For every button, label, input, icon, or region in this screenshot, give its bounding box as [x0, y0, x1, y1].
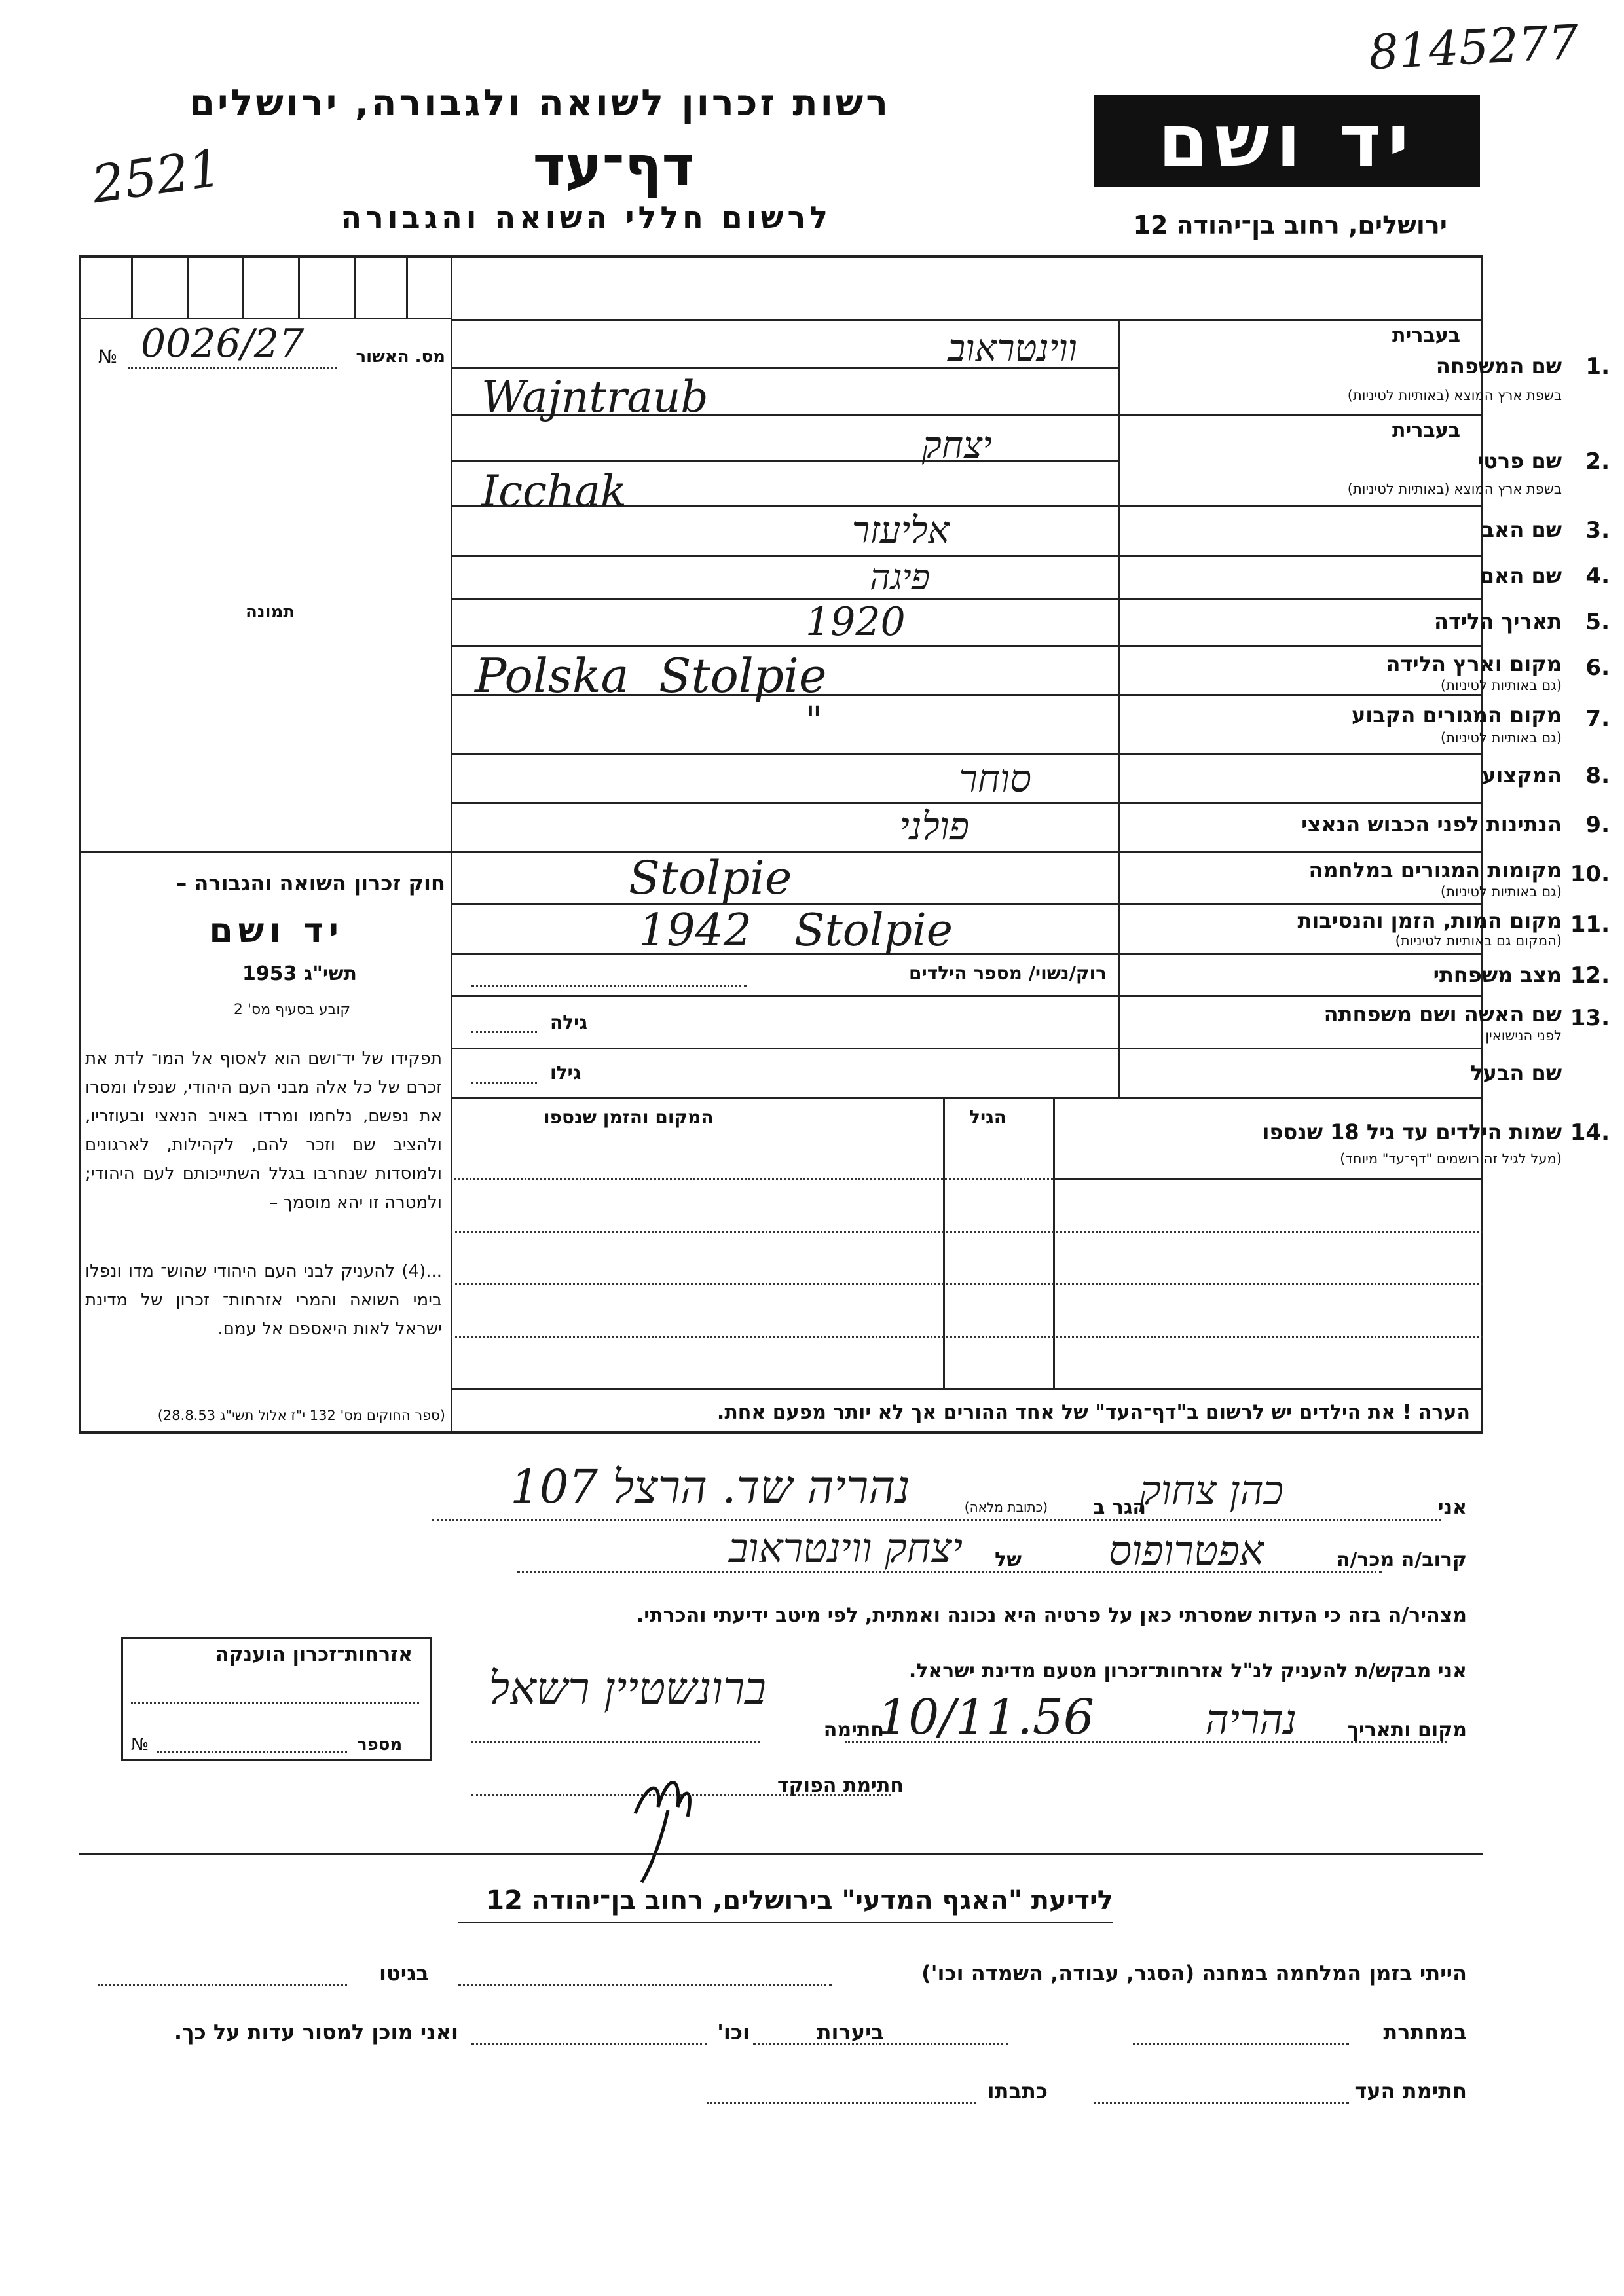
- field-6-sub: (גם באותיות לטיניות): [1440, 678, 1562, 693]
- field-2-label: שם פרטי: [1477, 448, 1562, 473]
- field-7-label: מקום המגורים הקבוע: [1351, 702, 1562, 727]
- footer-heading-underline: [458, 1922, 1113, 1923]
- field-1-value-hebrew: ווינטראוב: [948, 327, 1077, 370]
- officer-signature-mark: [622, 1755, 720, 1886]
- footer-heading: לידיעת "האגף המדעי" בירושלים, רחוב בן־יהודה 12: [486, 1886, 1113, 1916]
- row-line: [451, 645, 1483, 647]
- field-12-line: [471, 985, 747, 987]
- field-1-label: שם המשפחה: [1435, 354, 1562, 378]
- children-row: [451, 1336, 1483, 1338]
- field-8-num: 8.: [1585, 763, 1610, 789]
- strip-cell: [406, 255, 408, 318]
- date-value: 10/11.56: [877, 1689, 1094, 1745]
- children-col-age: הגיל: [969, 1106, 1006, 1128]
- declaration-1: מצהיר/ה בזה כי העדות שמסרתי כאן על פרטיה היא נכונה ואמתית, לפי מיטב ידיעתי והכרתי.: [636, 1604, 1467, 1627]
- law-year: תשי"ג 1953: [242, 962, 357, 985]
- field-9-value: פולני: [899, 804, 969, 848]
- declarant-address-hint: (כתובת מלאה): [964, 1499, 1048, 1515]
- place-value: נהריה: [1205, 1696, 1297, 1743]
- husband-label: שם הבעל: [1470, 1061, 1562, 1085]
- husband-value: גילו: [550, 1062, 581, 1084]
- field-10-num: 10.: [1570, 861, 1610, 887]
- field-14-num: 14.: [1570, 1120, 1610, 1146]
- field-4-num: 4.: [1585, 563, 1610, 589]
- field-8-label: המקצוע: [1482, 763, 1562, 788]
- law-clause: קובע בסעיף מס' 2: [233, 1002, 350, 1018]
- citizenship-no-label: מספר: [357, 1735, 403, 1755]
- field-11-label: מקום המות, הזמן והנסיבות: [1297, 908, 1562, 933]
- field-2-value-latin: Icchak: [481, 466, 627, 517]
- row-line: [451, 995, 1483, 997]
- relative-line: [517, 1571, 1382, 1573]
- row-line: [451, 953, 1483, 955]
- footer-forests-line: [753, 2043, 1008, 2045]
- footer-etc-label: וכו': [717, 2020, 750, 2045]
- law-title: חוק זכרון השואה והגבורה –: [176, 871, 445, 896]
- law-name: יד ושם: [209, 911, 344, 951]
- footer-top: [79, 1853, 1483, 1855]
- field-3-label: שם האב: [1481, 517, 1562, 542]
- declarant-address: נהריה שד. הרצל 107: [510, 1460, 910, 1514]
- children-row: [451, 1178, 1053, 1180]
- field-1-value-latin: Wajntraub: [481, 372, 709, 422]
- row-line: [451, 753, 1483, 755]
- declaration-2: אני מבקש/ת להעניק לנ"ל אזרחות־זכרון מטעם מדינת ישראל.: [908, 1660, 1467, 1683]
- institution-address: ירושלים, רחוב בן־יהודה 12: [1133, 211, 1447, 240]
- field-8-value: סוחר: [959, 756, 1031, 801]
- strip-cell: [298, 255, 300, 318]
- signature-line: [471, 1741, 760, 1743]
- footer-ready-label: ואני מוכן למסור עדות על כך.: [174, 2020, 458, 2045]
- field-5-label: תאריך הלידה: [1433, 609, 1562, 634]
- form-subtitle: לרשום חללי השואה והגבורה: [341, 200, 832, 235]
- field-9-num: 9.: [1585, 812, 1610, 838]
- labels-column-divider: [1118, 319, 1120, 1097]
- relative-relation: אפטרופוס: [1108, 1527, 1264, 1575]
- law-paragraph-2: ...(4) להעניק לבני העם היהודי שהוש־ מדו ונפלו בימי השואה והמרי אזרחות־ זכרון של מדינת ישראל לאות היאספם אל עמם.: [85, 1262, 442, 1339]
- row-line: [451, 851, 1483, 853]
- field-14-label: שמות הילדים עד גיל 18 שנספו: [1262, 1120, 1562, 1144]
- strip-cell: [187, 255, 189, 318]
- photo-column-divider: [451, 255, 452, 1434]
- declarant-ani: אני: [1437, 1496, 1467, 1519]
- field-12-value: רוק/נשוי/ מספר הילדים: [909, 962, 1107, 984]
- footer-underground-line: [1133, 2043, 1349, 2045]
- field-13-sub: לפני הנישואין: [1485, 1028, 1562, 1044]
- footer-etc-line: [471, 2043, 707, 2045]
- footer-address-label: כתבתו: [987, 2079, 1048, 2104]
- field-5-num: 5.: [1585, 609, 1610, 635]
- yad-vashem-logo: יד ושם: [1094, 95, 1480, 187]
- field-2-sub: בשפת ארץ המוצא (באותיות לטיניות): [1347, 481, 1562, 497]
- row-line: [451, 1388, 1483, 1390]
- place-date-line: [845, 1741, 1447, 1743]
- institution-name: רשות זכרון לשואה ולגבורה, ירושלים: [189, 82, 891, 124]
- field-11-sub: (המקום גם באותיות לטיניות): [1395, 933, 1562, 949]
- form-title: דף־עד: [532, 134, 694, 198]
- declarant-name: כהן צחוק: [1139, 1467, 1283, 1514]
- field-1-hebrew-tag: בעברית: [1392, 324, 1460, 347]
- citizenship-no-line: [157, 1751, 347, 1753]
- officer-label: חתימת הפוקד: [777, 1774, 904, 1797]
- footer-forests-label: ביערות: [817, 2020, 884, 2045]
- field-11-value: 1942 Stolpie: [638, 905, 953, 957]
- citizenship-title: אזרחות־זכרון הוענקה: [215, 1643, 413, 1666]
- relative-label: קרוב/ה מכר/ה: [1336, 1548, 1467, 1571]
- field-6-num: 6.: [1585, 655, 1610, 681]
- approval-line: [128, 367, 337, 369]
- children-row: [451, 1283, 1483, 1285]
- archive-number: 8145277: [1367, 14, 1580, 81]
- citizenship-line: [131, 1702, 419, 1704]
- field-10-value: Stolpie: [629, 851, 792, 905]
- top-strip-line: [451, 319, 1483, 321]
- footer-camp-label: הייתי בזמן המלחמה במחנה (הסגר, עבודה, השמדה וכו'): [921, 1961, 1467, 1986]
- officer-signature: [622, 1755, 720, 1886]
- relative-of: של: [995, 1548, 1022, 1571]
- field-2-value-hebrew: יצחק: [921, 424, 992, 467]
- address-line: [432, 1519, 1441, 1521]
- footer-ghetto-label: בגיטו: [379, 1961, 429, 1986]
- children-divider: [1053, 1097, 1055, 1388]
- citizenship-no-sign: №: [131, 1735, 149, 1755]
- strip-cell: [242, 255, 244, 318]
- field-14-sub: (מעל לגיל זה רושמים "דף־עד" מיוחד): [1340, 1151, 1562, 1167]
- approval-number: 0026/27: [141, 321, 304, 367]
- photo-label: תמונה: [246, 602, 295, 622]
- field-7-sub: (גם באותיות לטיניות): [1440, 730, 1562, 746]
- field-13-line: [471, 1031, 537, 1033]
- law-box-top: [79, 851, 451, 853]
- row-line: [451, 598, 1483, 600]
- field-1-num: 1.: [1585, 354, 1610, 380]
- note: הערה ! את הילדים יש לרשום ב"דף־העד" של אחד ההורים אך לא יותר מפעם אחת.: [716, 1401, 1470, 1424]
- field-1-sub: בשפת ארץ המוצא (באותיות לטיניות): [1347, 388, 1562, 403]
- row-line: [451, 1048, 1483, 1049]
- field-9-label: הנתינות לפני הכבוש הנאצי: [1301, 812, 1562, 837]
- field-10-sub: (גם באותיות לטיניות): [1440, 884, 1562, 900]
- relative-name: יצחק ווינטראוב: [728, 1524, 963, 1572]
- children-row: [451, 1231, 1483, 1233]
- field-13-value: גילה: [550, 1011, 587, 1033]
- strip-line: [79, 318, 451, 319]
- row-subline: [451, 460, 1118, 462]
- children-row: [1053, 1178, 1483, 1180]
- row-line: [451, 555, 1483, 557]
- children-divider: [943, 1097, 945, 1388]
- field-3-value: אליעזר: [851, 509, 950, 552]
- footer-ghetto-line: [98, 1984, 347, 1986]
- field-4-value: פיגה: [870, 556, 930, 598]
- field-7-num: 7.: [1585, 706, 1610, 732]
- field-6-label: מקום וארץ הלידה: [1386, 651, 1562, 676]
- row-line: [451, 903, 1483, 905]
- approval-label: מס. האשור: [356, 347, 445, 367]
- field-13-label: שם האשה ושם משפחתה: [1323, 1002, 1562, 1027]
- field-12-label: מצב משפחתי: [1433, 962, 1562, 987]
- field-10-label: מקומות המגורים במלחמה: [1308, 858, 1562, 883]
- strip-cell: [131, 255, 133, 318]
- document-number: 2521: [88, 138, 225, 215]
- footer-underground-label: במחתרת: [1383, 2020, 1467, 2045]
- field-13-num: 13.: [1570, 1005, 1610, 1031]
- field-5-value: 1920: [805, 599, 906, 645]
- declarant-signature: ברונשטיין רשאל: [489, 1663, 766, 1715]
- signature-label: חתימה: [823, 1719, 884, 1741]
- children-col-place: המקום והזמן שנספו: [544, 1106, 714, 1128]
- field-7-value: ": [805, 699, 822, 742]
- footer-address-line: [707, 2102, 976, 2104]
- strip-cell: [354, 255, 356, 318]
- husband-line: [471, 1082, 537, 1084]
- footer-camp-line: [458, 1984, 832, 1986]
- field-2-hebrew-tag: בעברית: [1392, 419, 1460, 442]
- law-paragraph-1: תפקידו של יד־ושם הוא לאסוף אל המו־ לדת את זכרם של כל אלה מבני העם היהודי, שנפלו ומסרו את נפשם, נלחמו ומרדו באויב הנאצי ובעוזריו, ולהציב שם וזכר להם, לקהילות, לארגונים ולמוסדות שנחרבו בגלל השתייכותם לעם היהודי; ולמטרה זו יהא מוסמך –: [85, 1049, 442, 1212]
- law-reference: (ספר החוקים מס' 132 י"ז אלול תשי"ג 28.8.53): [157, 1408, 445, 1423]
- field-3-num: 3.: [1585, 517, 1610, 543]
- approval-no-sign: №: [98, 346, 118, 367]
- footer-witness-sig-label: חתימת העד: [1354, 2079, 1467, 2104]
- field-2-num: 2.: [1585, 448, 1610, 475]
- declarant-dwelling-label: הגר ב: [1093, 1496, 1146, 1519]
- row-line: [451, 1097, 1483, 1099]
- field-11-num: 11.: [1570, 911, 1610, 938]
- field-6-value: Polska Stolpie: [475, 648, 827, 703]
- place-date-label: מקום ותאריך: [1347, 1719, 1467, 1741]
- footer-witness-sig-line: [1094, 2102, 1349, 2104]
- field-12-num: 12.: [1570, 962, 1610, 989]
- field-4-label: שם האם: [1479, 563, 1562, 588]
